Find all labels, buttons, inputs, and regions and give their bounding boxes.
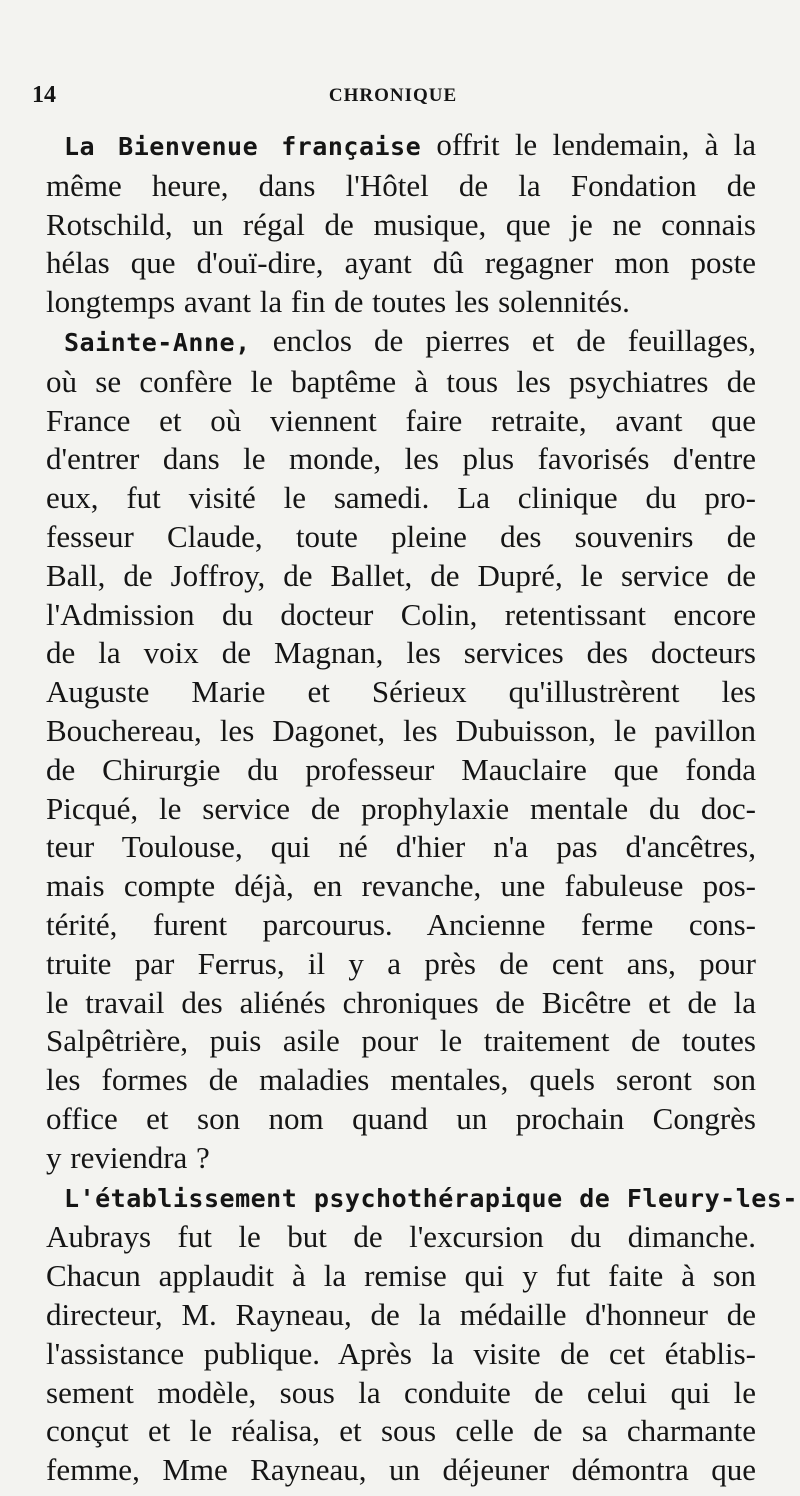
text-line: Ball, de Joffroy, de Ballet, de Dupré, le service de [46,557,756,593]
text-line: Rotschild, un régal de musique, que je ne connais [46,206,756,242]
text-line: Sainte-Anne, enclos de pierres et de feuillages, [64,322,756,358]
text-line: femme, Mme Rayneau, un déjeuner démontra que [46,1452,756,1488]
text-line: directeur, M. Rayneau, de la médaille d'honneur de [46,1296,756,1332]
text-line: les formes de maladies mentales, quels seront son [46,1062,756,1098]
text-line: Bouchereau, les Dagonet, les Dubuisson, le pavillon [46,712,756,748]
text-line: eux, fut visité le samedi. La clinique du pro- [46,480,756,516]
page-number: 14 [32,82,56,108]
text-line: Picqué, le service de prophylaxie mentale du doc- [46,790,756,826]
text-line: même heure, dans l'Hôtel de la Fondation de [46,167,756,203]
text-line: y reviendra ? [46,1139,210,1175]
paragraph-lead: La Bienvenue française [64,132,422,161]
paragraph [46,322,756,1178]
text-line: longtemps avant la fin de toutes les solennités. [46,284,630,320]
running-head: CHRONIQUE [328,85,458,106]
text-line: La Bienvenue française offrit le lendemain, à la [64,127,756,162]
paragraph [46,1178,798,1490]
text-line: Salpêtrière, puis asile pour le traitement de toutes [46,1023,756,1059]
text-line: Chacun applaudit à la remise qui y fut faite à son [46,1258,756,1294]
text-line: l'Admission du docteur Colin, retentissant encore [46,596,756,632]
paragraph-lead: Sainte-Anne, [64,327,251,357]
text-line: fesseur Claude, toute pleine des souvenirs de [46,518,756,554]
paragraph-lead: L'établissement psychothérapique de Fleury-les- [64,1183,798,1213]
text-line: sement modèle, sous la conduite de celui qui le [46,1374,756,1410]
text-line: office et son nom quand un prochain Congrès [46,1100,756,1136]
text-line: de Chirurgie du professeur Mauclaire que fonda [46,751,756,787]
text-line: où se confère le baptême à tous les psychiatres de [46,363,756,399]
text-line: Auguste Marie et Sérieux qu'illustrèrent les [46,674,756,710]
text-line: teur Toulouse, qui né d'hier n'a pas d'ancêtres, [46,829,756,865]
body-text [46,126,798,1490]
text-line: mais compte déjà, en revanche, une fabuleuse pos- [46,868,756,904]
text-line: conçut et le réalisa, et sous celle de sa charmante [46,1413,756,1449]
page-header [32,82,754,112]
paragraph [46,126,756,322]
text-line: Aubrays fut le but de l'excursion du dimanche. [46,1219,756,1255]
text-line: le travail des aliénés chroniques de Bicêtre et de la [46,984,756,1020]
text-line: térité, furent parcourus. Ancienne ferme cons- [46,906,756,942]
text-line: truite par Ferrus, il y a près de cent ans, pour [46,945,756,981]
text-line: d'entrer dans le monde, les plus favorisés d'entre [46,441,756,477]
text-line: l'assistance publique. Après la visite de cet établis- [46,1335,756,1371]
text-line [46,1178,798,1219]
text-line: France et où viennent faire retraite, avant que [46,402,756,438]
text-line: de la voix de Magnan, les services des docteurs [46,635,756,671]
text-line: hélas que d'ouï-dire, ayant dû regagner mon poste [46,245,756,281]
